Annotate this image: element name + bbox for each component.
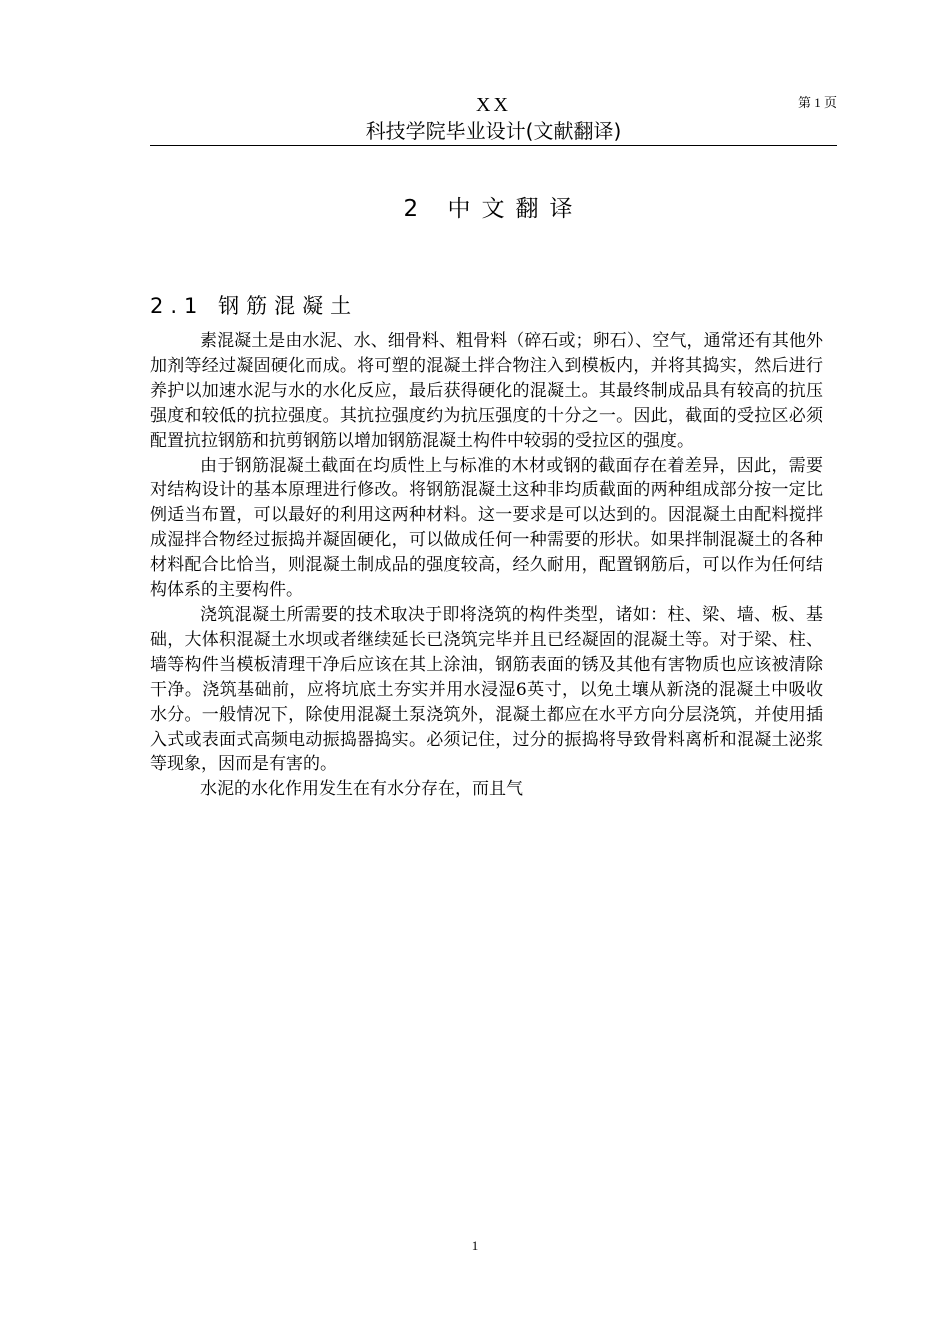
paragraph: 浇筑混凝土所需要的技术取决于即将浇筑的构件类型，诸如：柱、梁、墙、板、基础，大体积混凝土水坝或者继续延长已浇筑完毕并且已经凝固的混凝土等。对于梁、柱、墙等构件当模板清理干净后应该在其上涂油，钢筋表面的锈及其他有害物质也应该被清除干净。浇筑基础前，应将坑底土夯实并用水浸湿6英寸，以免土壤从新浇的混凝土中吸收水分。一般情况下，除使用混凝土泵浇筑外，混凝土都应在水平方向分层浇筑，并使用插入式或表面式高频电动振捣器捣实。必须记住，过分的振捣将导致骨料离析和混凝土泌浆等现象，因而是有害的。 [150,604,823,775]
header-document-title: 科技学院毕业设计(文献翻译) [365,119,622,143]
body-text [150,329,823,802]
header-divider [150,145,837,146]
page-number: 1 [471,1238,479,1253]
header-school-code: XX [476,94,511,116]
document-header [150,93,837,145]
chapter-title: 2 中文翻译 [403,196,584,222]
paragraph: 水泥的水化作用发生在有水分存在，而且气 [200,779,523,800]
paragraph: 由于钢筋混凝土截面在均质性上与标准的木材或钢的截面存在着差异，因此，需要对结构设计的基本原理进行修改。将钢筋混凝土这种非均质截面的两种组成部分按一定比例适当布置，可以最好的利用这两种材料。这一要求是可以达到的。因混凝土由配料搅拌成湿拌合物经过振捣并凝固硬化，可以做成任何一种需要的形状。如果拌制混凝土的各种材料配合比恰当，则混凝土制成品的强度较高，经久耐用，配置钢筋后，可以作为任何结构体系的主要构件。 [150,455,823,601]
page-label: 第 1 页 [797,95,837,110]
section-title: 2.1 钢筋混凝土 [150,294,359,318]
paragraph: 素混凝土是由水泥、水、细骨料、粗骨料（碎石或；卵石）、空气，通常还有其他外加剂等经过凝固硬化而成。将可塑的混凝土拌合物注入到模板内，并将其捣实，然后进行养护以加速水泥与水的水化反应，最后获得硬化的混凝土。其最终制成品具有较高的抗压强度和较低的抗拉强度。其抗拉强度约为抗压强度的十分之一。因此，截面的受拉区必须配置抗拉钢筋和抗剪钢筋以增加钢筋混凝土构件中较弱的受拉区的强度。 [150,331,823,451]
